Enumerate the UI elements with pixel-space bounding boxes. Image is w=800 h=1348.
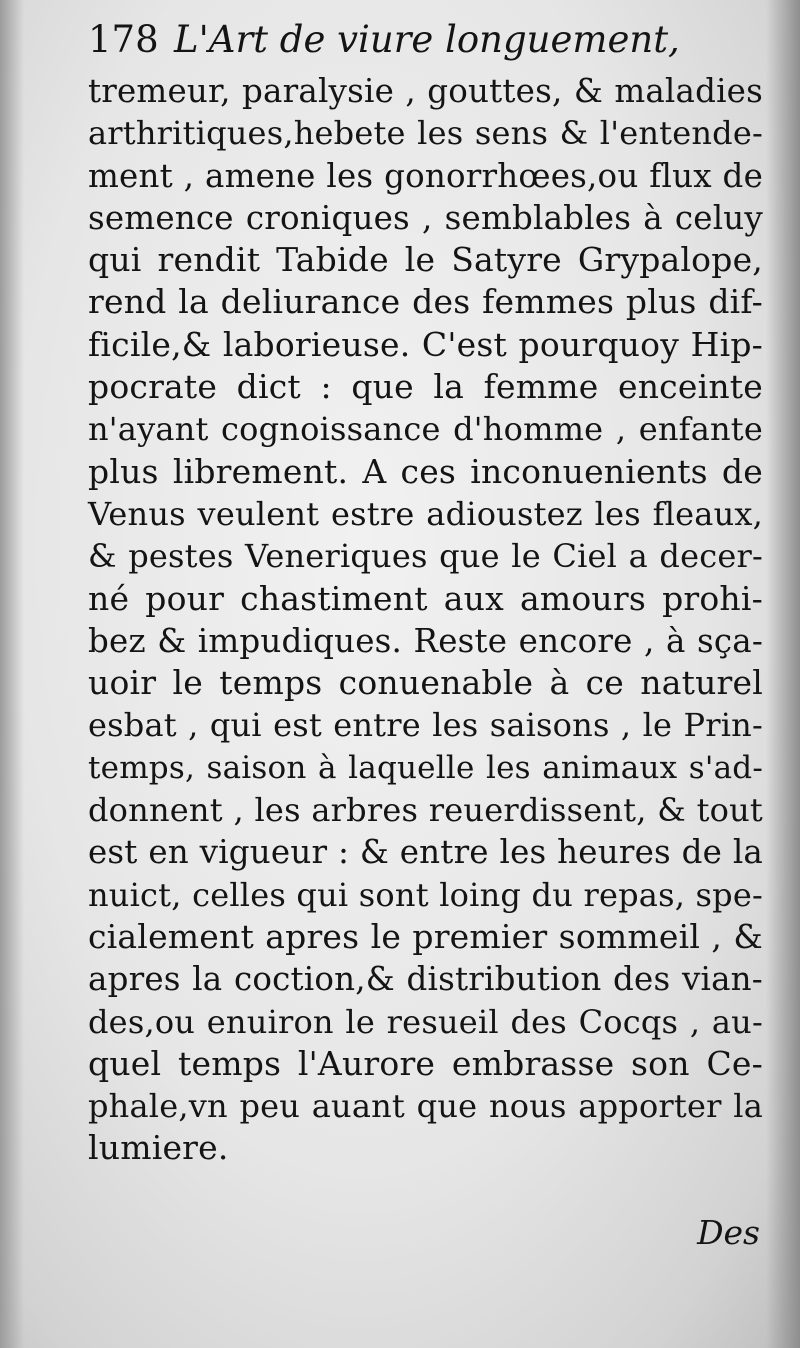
text-line: des,ou enuiron le resueil des Cocqs , au-	[88, 1002, 763, 1041]
text-line: ment , amene les gonorrhœes,ou flux de	[88, 156, 763, 195]
text-line: & pestes Veneriques que le Ciel a decer-	[88, 537, 763, 576]
text-line: plus librement. A ces inconuenients de	[88, 451, 763, 491]
text-line: est en vigueur : & entre les heures de la	[88, 833, 763, 872]
text-line: uoir le temps conuenable à ce naturel	[88, 663, 763, 703]
text-line: phale,vn peu auant que nous apporter la	[88, 1087, 763, 1126]
text-line: arthritiques,hebete les sens & l'entende-	[88, 114, 763, 153]
text-line: quel temps l'Aurore embrasse son Ce-	[88, 1043, 763, 1083]
catchword: Des	[697, 1213, 760, 1252]
text-line: ficile,& laborieuse. C'est pourquoy Hip-	[88, 324, 763, 364]
text-line: pocrate dict : que la femme enceinte	[88, 367, 763, 407]
text-line: qui rendit Tabide le Satyre Grypalope,	[88, 240, 763, 280]
page-gutter-shadow	[0, 0, 24, 1348]
text-line: cialement apres le premier sommeil , &	[88, 916, 763, 956]
text-line: apres la coction,& distribution des vian-	[88, 960, 763, 999]
text-line: nuict, celles qui sont loing du repas, spe-	[88, 875, 763, 914]
text-line: semence croniques , semblables à celuy	[88, 198, 763, 237]
text-line-last: lumiere.	[88, 1128, 229, 1168]
text-line: bez & impudiques. Reste encore , à sça-	[88, 621, 763, 660]
text-line: rend la deliurance des femmes plus dif-	[88, 282, 763, 322]
page-number: 178	[88, 18, 159, 61]
text-line: né pour chastiment aux amours prohi-	[88, 578, 763, 618]
page-edge-shadow	[766, 0, 800, 1348]
running-title: L'Art de viure longuement,	[174, 18, 680, 61]
body-text	[88, 70, 763, 1170]
text-line: esbat , qui est entre les saisons , le Prin-	[88, 706, 763, 745]
text-line: Venus veulent estre adioustez les fleaux,	[88, 494, 763, 533]
text-line: n'ayant cognoissance d'homme , enfante	[88, 410, 763, 449]
running-head	[88, 14, 688, 66]
text-line: tremeur, paralysie , gouttes, & maladies	[88, 72, 763, 110]
text-line: donnent , les arbres reuerdissent, & tout	[88, 791, 763, 830]
text-line: temps, saison à laquelle les animaux s'ad-	[88, 749, 763, 786]
